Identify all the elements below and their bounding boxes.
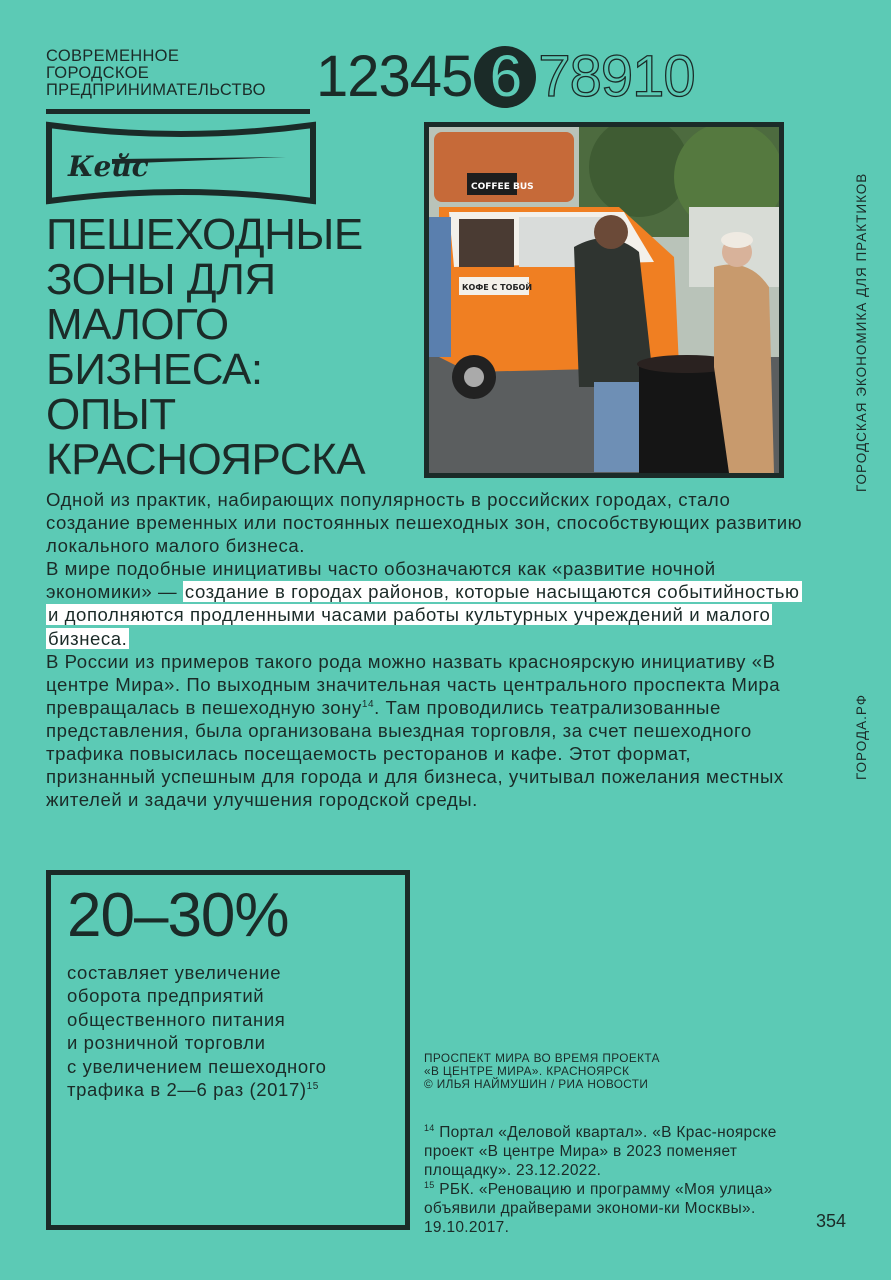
- title-line: КРАСНОЯРСКА: [46, 435, 366, 484]
- title-line: ПЕШЕХОДНЫЕ: [46, 210, 363, 259]
- stat-description: [67, 961, 407, 1101]
- chapter-7: 7: [538, 44, 570, 109]
- coffee-bus-photo-icon: [429, 127, 779, 473]
- stat-text: трафика в 2—6 раз (2017): [67, 1079, 307, 1101]
- caption-line: © ИЛЬЯ НАЙМУШИН / РИА НОВОСТИ: [424, 1077, 649, 1091]
- title-line: ОПЫТ: [46, 390, 176, 439]
- footnote-number: 14: [424, 1122, 435, 1133]
- body-paragraph: [46, 557, 806, 649]
- body-paragraph: Одной из практик, набирающих популярность в российских городах, стало создание временных или постоянных пешеходных зон, способствующих развитию локального малого бизнеса.: [46, 489, 803, 557]
- stat-line: с увеличением пешеходного: [67, 1055, 327, 1077]
- side-running-title: ГОРОДСКАЯ ЭКОНОМИКА ДЛЯ ПРАКТИКОВ: [854, 172, 869, 492]
- stat-value: 20–30%: [67, 881, 289, 950]
- chapter-3: 3: [378, 44, 410, 109]
- title-line: БИЗНЕСА:: [46, 345, 263, 394]
- chapter-5: 5: [441, 44, 473, 109]
- chapter-2: 2: [347, 44, 379, 109]
- stat-line: составляет увеличение: [67, 962, 282, 983]
- series-underline: [46, 109, 310, 114]
- footnote-text: РБК. «Реновацию и программу «Моя улица» объявили драйверами экономи-ки Москвы». 19.10.2017.: [424, 1181, 773, 1236]
- article-title: [46, 212, 365, 482]
- chapter-navigator: [316, 44, 695, 110]
- van-slogan: КОФЕ С ТОБОЙ: [462, 283, 533, 292]
- stat-line: [67, 1078, 407, 1101]
- series-line: ПРЕДПРИНИМАТЕЛЬСТВО: [46, 81, 266, 99]
- page-number: 354: [816, 1211, 847, 1231]
- photo-scene: [429, 127, 779, 473]
- series-line: СОВРЕМЕННОЕ: [46, 47, 180, 65]
- badge-label: Кейс: [68, 150, 149, 183]
- footnote-ref[interactable]: 14: [361, 698, 375, 710]
- body-text-span: В мире подобные инициативы часто обозначаются как «развитие ночной экономики» —: [46, 558, 716, 603]
- body-paragraph: [46, 650, 806, 812]
- footnotes: [424, 1123, 804, 1237]
- title-line: МАЛОГО: [46, 300, 229, 349]
- footnote-text: Портал «Деловой квартал». «В Крас-ноярске проект «В центре Мира» в 2023 поменяет площадку». 23.12.2022.: [424, 1124, 777, 1179]
- highlighted-quote: создание в городах районов, которые насыщаются событийностью и дополняются продленными часами работы культурных учреждений и малого бизнеса.: [48, 581, 800, 649]
- caption-line: ПРОСПЕКТ МИРА ВО ВРЕМЯ ПРОЕКТА: [424, 1051, 660, 1065]
- chapter-9: 9: [600, 44, 633, 109]
- stat-line: оборота предприятий: [67, 985, 265, 1007]
- body-text-span: В России из примеров такого рода можно назвать красноярскую инициативу «В центре Мира». По выходным значительная часть центрального проспекта Мира превращалась в пешеходную зону: [46, 650, 781, 718]
- chapter-10: 10: [632, 44, 695, 109]
- title-line: ЗОНЫ ДЛЯ: [46, 255, 276, 304]
- badge-frame-icon: [46, 121, 316, 205]
- photo-caption: [424, 1052, 660, 1091]
- footnote: [424, 1180, 804, 1237]
- series-line: ГОРОДСКОЕ: [46, 64, 150, 82]
- stat-box: [46, 870, 410, 1230]
- stat-line: и розничной торговли: [67, 1032, 266, 1054]
- article-photo: [424, 122, 784, 478]
- footnote-ref[interactable]: 15: [306, 1080, 319, 1092]
- article-body: [46, 488, 806, 811]
- series-title: [46, 48, 266, 99]
- footnote: [424, 1123, 804, 1180]
- caption-line: «В ЦЕНТРЕ МИРА». КРАСНОЯРСК: [424, 1064, 630, 1078]
- chapter-8: 8: [569, 44, 601, 109]
- chapter-4: 4: [409, 44, 442, 109]
- body-text-span: . Там проводились театрализованные представления, была организована выездная торговля, за счет пешеходного трафика повысилась посещаемость ресторанов и кафе. Этот формат, признанный успешным для города и для бизнеса, учитывал пожелания местных жителей и задачи улучшения городской среды.: [46, 696, 784, 811]
- footnote-number: 15: [424, 1179, 435, 1190]
- coffee-bus-sign: COFFEE BUS: [471, 182, 534, 192]
- case-badge: [46, 121, 316, 205]
- chapter-1: 1: [316, 44, 348, 109]
- stat-line: общественного питания: [67, 1008, 286, 1030]
- chapter-6-current: 6: [474, 46, 536, 108]
- side-website: ГОРОДА.РФ: [854, 694, 869, 780]
